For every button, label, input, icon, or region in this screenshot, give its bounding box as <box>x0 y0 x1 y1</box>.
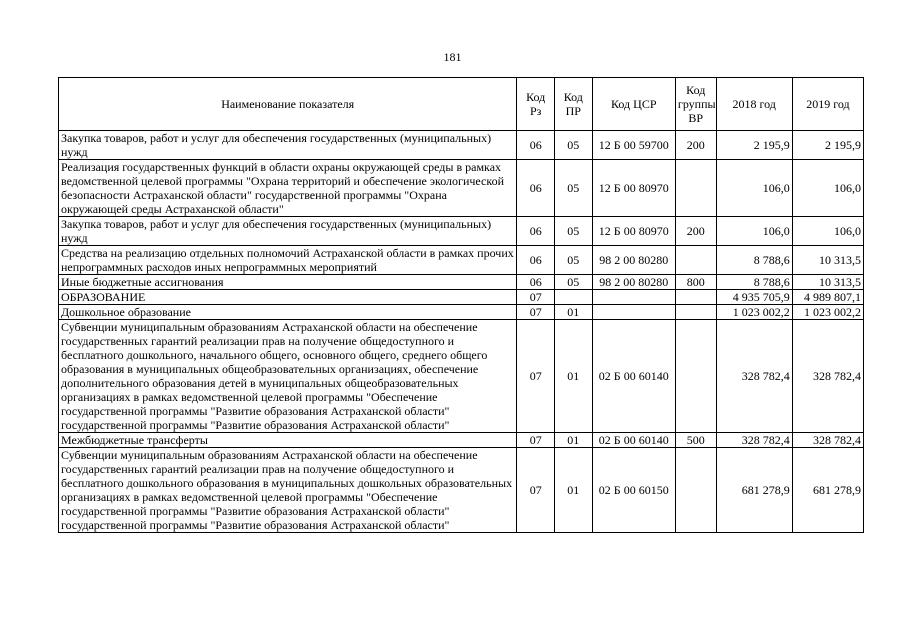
header-2018: 2018 год <box>716 78 792 131</box>
cell-2018: 328 782,4 <box>716 320 792 433</box>
cell-pr: 05 <box>554 246 592 275</box>
cell-csr <box>592 305 675 320</box>
header-csr: Код ЦСР <box>592 78 675 131</box>
cell-vr: 500 <box>675 433 716 448</box>
cell-pr: 05 <box>554 131 592 160</box>
cell-vr <box>675 160 716 217</box>
cell-rz: 06 <box>517 160 555 217</box>
cell-rz: 06 <box>517 275 555 290</box>
cell-2018: 2 195,9 <box>716 131 792 160</box>
cell-csr <box>592 290 675 305</box>
table-row <box>59 290 864 305</box>
table-row <box>59 160 864 217</box>
cell-csr: 02 Б 00 60150 <box>592 448 675 533</box>
cell-2019: 328 782,4 <box>792 320 863 433</box>
cell-csr: 12 Б 00 80970 <box>592 160 675 217</box>
table-row <box>59 275 864 290</box>
cell-csr: 98 2 00 80280 <box>592 275 675 290</box>
cell-name: Субвенции муниципальным образованиям Астраханской области на обеспечение государственных гарантий реализации прав на получение общедоступного и бесплатного дошкольного образования в муниципальных дошкольных образовательных организациях в рамках ведомственной целевой программы "Обеспечение государственной программы "Развитие образования Астраханской области" государственной программы "Развитие образования Астраханской области" <box>59 448 517 533</box>
cell-vr <box>675 290 716 305</box>
cell-2018: 106,0 <box>716 160 792 217</box>
cell-rz: 07 <box>517 448 555 533</box>
cell-pr <box>554 290 592 305</box>
table-row <box>59 305 864 320</box>
cell-2019: 1 023 002,2 <box>792 305 863 320</box>
cell-csr: 98 2 00 80280 <box>592 246 675 275</box>
cell-2019: 4 989 807,1 <box>792 290 863 305</box>
table-row <box>59 217 864 246</box>
cell-csr: 12 Б 00 59700 <box>592 131 675 160</box>
cell-2018: 328 782,4 <box>716 433 792 448</box>
cell-rz: 07 <box>517 290 555 305</box>
cell-csr: 12 Б 00 80970 <box>592 217 675 246</box>
cell-2018: 4 935 705,9 <box>716 290 792 305</box>
header-vr: Код группы ВР <box>675 78 716 131</box>
cell-2018: 8 788,6 <box>716 275 792 290</box>
cell-name: Средства на реализацию отдельных полномочий Астраханской области в рамках прочих непрограммных расходов иных непрограммных мероприятий <box>59 246 517 275</box>
cell-vr: 200 <box>675 131 716 160</box>
cell-2018: 8 788,6 <box>716 246 792 275</box>
cell-2019: 328 782,4 <box>792 433 863 448</box>
cell-name: ОБРАЗОВАНИЕ <box>59 290 517 305</box>
cell-2018: 1 023 002,2 <box>716 305 792 320</box>
cell-rz: 06 <box>517 217 555 246</box>
table-row <box>59 246 864 275</box>
cell-pr: 05 <box>554 275 592 290</box>
cell-2019: 681 278,9 <box>792 448 863 533</box>
cell-rz: 06 <box>517 131 555 160</box>
cell-2019: 10 313,5 <box>792 246 863 275</box>
cell-pr: 01 <box>554 448 592 533</box>
table-row <box>59 433 864 448</box>
cell-name: Иные бюджетные ассигнования <box>59 275 517 290</box>
cell-rz: 07 <box>517 305 555 320</box>
header-name: Наименование показателя <box>59 78 517 131</box>
cell-rz: 07 <box>517 433 555 448</box>
cell-pr: 01 <box>554 433 592 448</box>
cell-vr: 800 <box>675 275 716 290</box>
cell-2019: 2 195,9 <box>792 131 863 160</box>
cell-rz: 07 <box>517 320 555 433</box>
table-row <box>59 131 864 160</box>
cell-name: Закупка товаров, работ и услуг для обеспечения государственных (муниципальных) нужд <box>59 217 517 246</box>
table-row <box>59 320 864 433</box>
cell-csr: 02 Б 00 60140 <box>592 433 675 448</box>
cell-2019: 10 313,5 <box>792 275 863 290</box>
cell-name: Реализация государственных функций в области охраны окружающей среды в рамках ведомственной целевой программы "Охрана территорий и обеспечение экологической безопасности Астраханской области" государственной программы "Охрана окружающей среды Астраханской области" <box>59 160 517 217</box>
cell-vr <box>675 246 716 275</box>
cell-csr: 02 Б 00 60140 <box>592 320 675 433</box>
cell-name: Закупка товаров, работ и услуг для обеспечения государственных (муниципальных) нужд <box>59 131 517 160</box>
cell-name: Межбюджетные трансферты <box>59 433 517 448</box>
cell-pr: 01 <box>554 320 592 433</box>
cell-rz: 06 <box>517 246 555 275</box>
cell-2018: 681 278,9 <box>716 448 792 533</box>
page-number: 181 <box>443 50 462 64</box>
cell-vr <box>675 305 716 320</box>
budget-table <box>58 77 864 533</box>
cell-2019: 106,0 <box>792 160 863 217</box>
cell-pr: 05 <box>554 160 592 217</box>
cell-pr: 01 <box>554 305 592 320</box>
cell-2019: 106,0 <box>792 217 863 246</box>
header-2019: 2019 год <box>792 78 863 131</box>
cell-vr: 200 <box>675 217 716 246</box>
cell-name: Субвенции муниципальным образованиям Астраханской области на обеспечение государственных гарантий реализации прав на получение общедоступного и бесплатного дошкольного, начального общего, основного общего, среднего общего образования в муниципальных общеобразовательных организациях, обеспечение дополнительного образования детей в муниципальных общеобразовательных организациях в рамках ведомственной целевой программы "Обеспечение государственной программы "Развитие образования Астраханской области" государственной программы "Развитие образования Астраханской области" <box>59 320 517 433</box>
cell-name: Дошкольное образование <box>59 305 517 320</box>
cell-vr <box>675 448 716 533</box>
header-rz: Код Рз <box>517 78 555 131</box>
table-header-row <box>59 78 864 131</box>
header-pr: Код ПР <box>554 78 592 131</box>
cell-2018: 106,0 <box>716 217 792 246</box>
cell-vr <box>675 320 716 433</box>
table-row <box>59 448 864 533</box>
cell-pr: 05 <box>554 217 592 246</box>
